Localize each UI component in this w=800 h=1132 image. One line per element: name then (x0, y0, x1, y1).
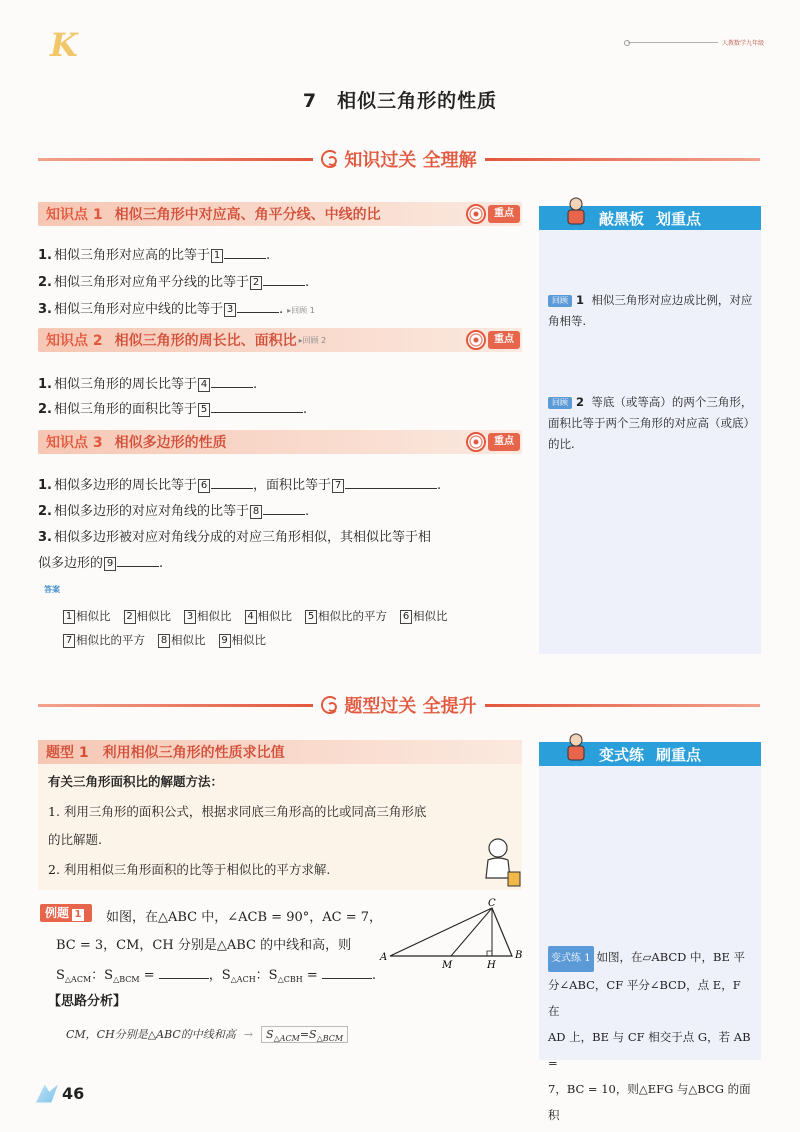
answer-row-1 (62, 608, 460, 624)
answer-blank[interactable] (224, 258, 266, 259)
kp-number: 知识点 1 (46, 207, 103, 223)
knowledge-point-1-header (38, 202, 522, 226)
knowledge-point-3-header (38, 430, 522, 454)
page-title: 7 相似三角形的性质 (302, 90, 498, 112)
variant-title-1: 变式练 (599, 745, 645, 764)
variant-tag: 变式练 1 (548, 946, 594, 972)
variant-header (539, 742, 761, 766)
answer-item: 3 相似比 (183, 609, 232, 623)
label-c: C (488, 898, 496, 909)
review-reference: ▸回顾 2 (298, 335, 327, 345)
answer-box[interactable]: 7 (332, 479, 344, 493)
review-note-2: 回顾 2 等底（或等高）的两个三角形，面积比等于两个三角形的对应高（或底）的比. (548, 395, 753, 451)
section-banner-knowledge (38, 148, 760, 170)
kp2-item-1: 1. 相似三角形的周长比等于 4 . (38, 377, 258, 392)
answer-box[interactable]: 8 (250, 505, 262, 519)
blackboard-title-1: 敲黑板 (599, 209, 645, 228)
banner-bar-right (485, 704, 760, 707)
answer-blank[interactable] (211, 488, 253, 489)
question-type-1-header (38, 740, 522, 764)
review-note-1: 回顾 1 相似三角形对应边成比例，对应角相等. (548, 293, 753, 328)
page-number: 46 (36, 1084, 84, 1103)
example-line-1: 如图，在△ABC 中，∠ACB = 90°，AC = 7， (106, 910, 383, 925)
label-h: H (487, 960, 496, 970)
answer-item: 7 相似比的平方 (62, 633, 145, 647)
kp1-item-1: 1. 相似三角形对应高的比等于 1 . (38, 248, 271, 263)
method-1-cont: 的比解题. (48, 832, 102, 847)
kp-number: 知识点 2 (46, 333, 103, 349)
kp3-item-3-cont: 似多边形的 9 . (38, 556, 164, 571)
section-title: 知识过关 全理解 (344, 150, 477, 171)
answer-box[interactable]: 1 (211, 249, 223, 263)
answer-item: 4 相似比 (244, 609, 293, 623)
method-intro: 有关三角形面积比的解题方法： (48, 774, 224, 789)
swirl-icon (321, 696, 339, 714)
section-label (313, 146, 484, 172)
kp-number: 知识点 3 (46, 435, 103, 451)
section-label (313, 692, 484, 718)
example-line-3: $S_{\triangle ACM}$：$S_{\triangle BCM}$ = ，$S_{\triangle ACH}$：$S_{\triangle CBH}$ = . (56, 968, 377, 984)
wing-icon (36, 1085, 58, 1103)
variant-problem: 变式练 1 如图，在▱ABCD 中，BE 平 分∠ABC，CF 平分∠BCD，点 E，F 在 AD 上，BE 与 CF 相交于点 G，若 AB = 7，BC = 10，则△EFG 与△BCG 的面积 (548, 944, 754, 1128)
key-badge: 重点 (488, 205, 520, 223)
type-title: 利用相似三角形的性质求比值 (102, 745, 285, 761)
kp2-item-2: 2. 相似三角形的面积比等于 5 . (38, 402, 308, 417)
mascot-icon (561, 196, 591, 228)
kp-title: 相似多边形的性质 (114, 435, 227, 451)
blackboard-header (539, 206, 761, 230)
answer-item: 1 相似比 (62, 609, 111, 623)
header-deco-text: 人教数学九年级 (721, 40, 764, 47)
answer-blank[interactable] (263, 285, 305, 286)
target-icon (466, 204, 486, 224)
answer-key-icon: 答案 (44, 585, 60, 594)
method-1: 1. 利用三角形的面积公式，根据求同底三角形高的比或同高三角形底 (48, 804, 427, 819)
answer-item: 9 相似比 (218, 633, 267, 647)
swirl-icon (321, 150, 339, 168)
variant-title-2: 刷重点 (656, 745, 702, 764)
kp3-item-1: 1. 相似多边形的周长比等于 6 ，面积比等于 7 . (38, 478, 442, 493)
answer-item: 8 相似比 (157, 633, 206, 647)
review-tag: 回顾 (548, 397, 572, 409)
kp1-item-3: 3. 相似三角形对应中线的比等于 3 . ▸回顾 1 (38, 302, 315, 317)
mascot-icon (561, 732, 591, 764)
answer-item: 2 相似比 (123, 609, 172, 623)
key-badge: 重点 (488, 331, 520, 349)
kp3-item-2: 2. 相似多边形的对应对角线的比等于 8 . (38, 504, 310, 519)
answer-box[interactable]: 5 (198, 403, 210, 417)
example-tag: 例题 1 (40, 904, 92, 922)
review-reference: ▸回顾 1 (287, 306, 315, 315)
kp-title: 相似三角形的周长比、面积比 (114, 333, 297, 349)
answer-blank[interactable] (159, 978, 209, 979)
answer-box[interactable]: 3 (224, 303, 236, 317)
label-a: A (380, 952, 388, 963)
section-title: 题型过关 全提升 (344, 696, 477, 717)
answer-blank[interactable] (211, 412, 303, 413)
banner-bar-right (485, 158, 760, 161)
method-2: 2. 利用相似三角形面积的比等于相似比的平方求解. (48, 862, 331, 877)
example-line-2: BC = 3，CM，CH 分别是△ABC 的中线和高，则 (56, 938, 352, 953)
answer-item: 5 相似比的平方 (304, 609, 387, 623)
answer-box[interactable]: 2 (250, 276, 262, 290)
banner-bar-left (38, 158, 313, 161)
triangle-figure (376, 898, 526, 970)
answer-blank[interactable] (322, 978, 372, 979)
kp1-item-2: 2. 相似三角形对应角平分线的比等于 2 . (38, 275, 310, 290)
banner-bar-left (38, 704, 313, 707)
kp-title: 相似三角形中对应高、角平分线、中线的比 (114, 207, 381, 223)
analysis-heading: 【思路分析】 (48, 994, 127, 1009)
handwritten-analysis: CM，CH分别是△ABC的中线和高 → $S_{\triangle ACM}=S_{\triangle BCM}$ (66, 1026, 348, 1043)
blackboard-title-2: 划重点 (656, 209, 702, 228)
target-icon (466, 432, 486, 452)
target-icon (466, 330, 486, 350)
answer-blank[interactable] (211, 387, 253, 388)
key-badge: 重点 (488, 433, 520, 451)
logo: K (50, 26, 78, 64)
kp3-item-3: 3. 相似多边形被对应对角线分成的对应三角形相似，其相似比等于相 (38, 530, 431, 545)
answer-row-2 (62, 632, 278, 648)
answer-blank[interactable] (117, 566, 159, 567)
type-number: 题型 1 (46, 745, 89, 761)
answer-box[interactable]: 9 (104, 557, 116, 571)
header-decoration (628, 38, 764, 47)
answer-box[interactable]: 4 (198, 378, 210, 392)
answer-box[interactable]: 6 (198, 479, 210, 493)
header-line (628, 42, 718, 43)
answer-blank[interactable] (237, 312, 279, 313)
thinking-mascot-icon (478, 834, 524, 888)
review-tag: 回顾 (548, 295, 572, 307)
answer-blank[interactable] (263, 514, 305, 515)
answer-blank[interactable] (345, 488, 437, 489)
section-banner-types (38, 694, 760, 716)
label-m: M (442, 960, 453, 970)
answer-item: 6 相似比 (399, 609, 448, 623)
label-b: B (515, 950, 523, 961)
knowledge-point-2-header (38, 328, 522, 352)
